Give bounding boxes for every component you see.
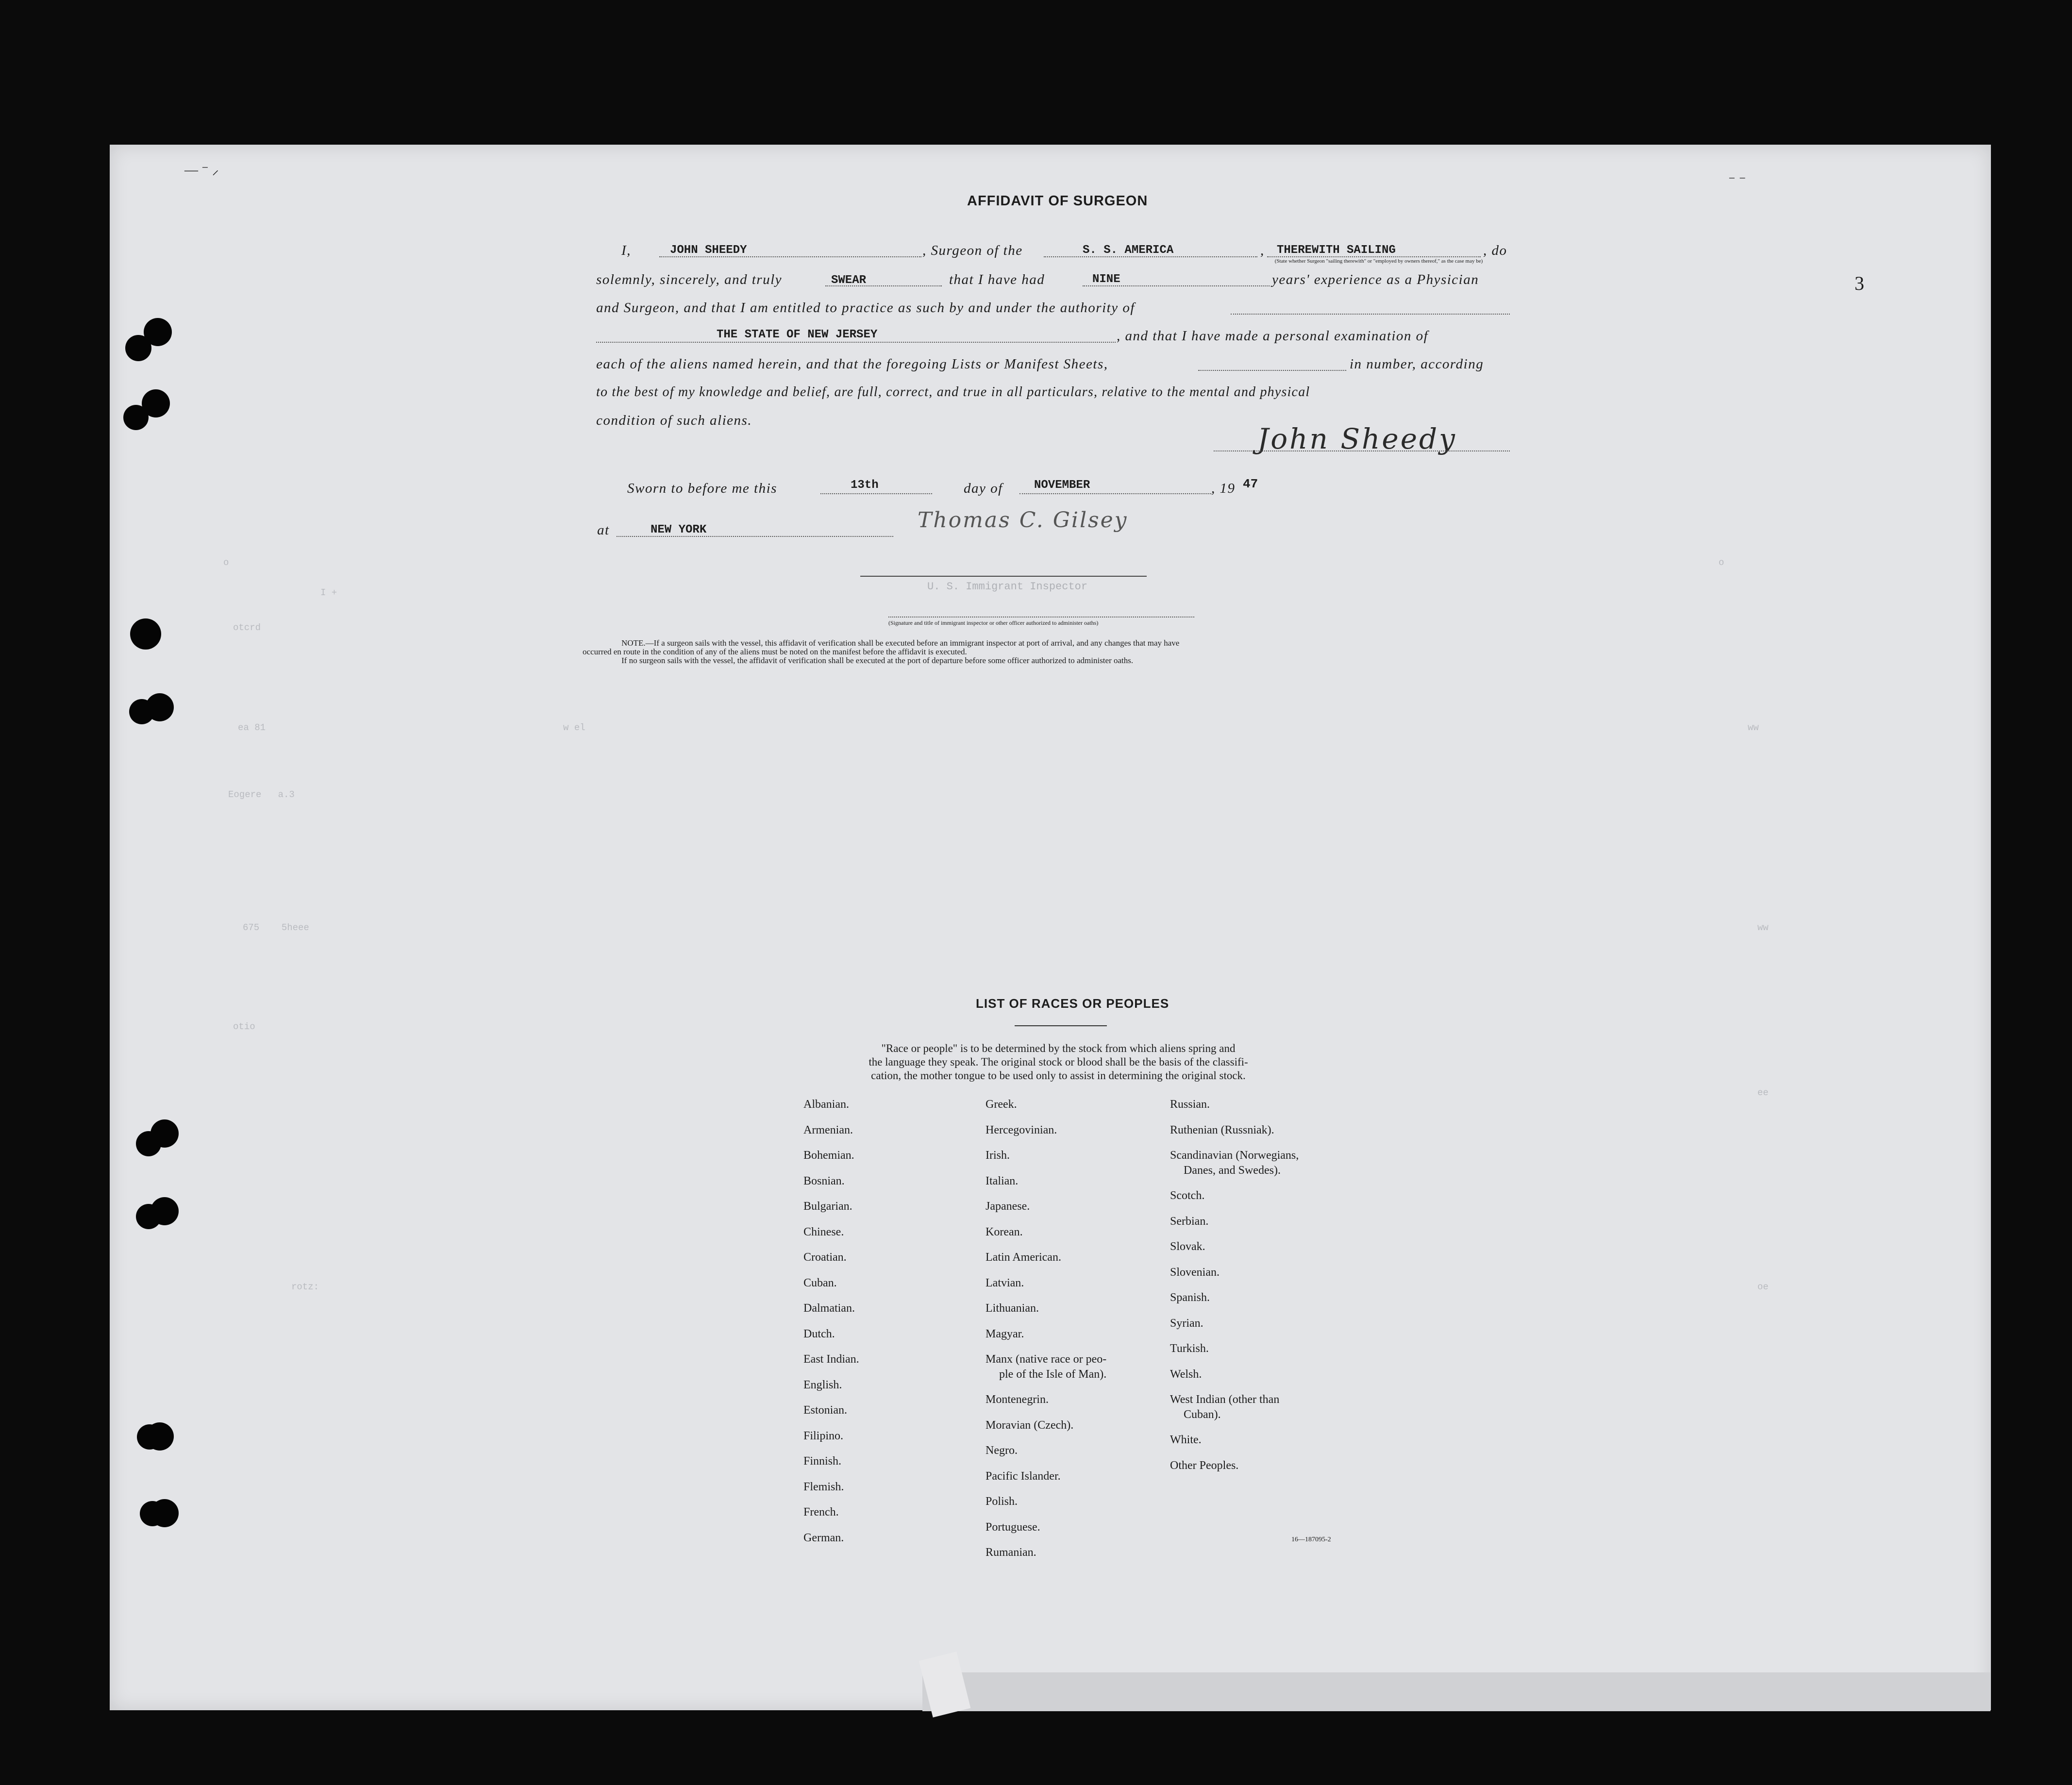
bleed-through: o bbox=[1719, 557, 1724, 568]
race-item: Negro. bbox=[986, 1444, 1018, 1457]
note-line3: If no surgeon sails with the vessel, the affidavit of verification shall be executed at the port of departure before some officer authorized to administer oaths. bbox=[621, 656, 1134, 665]
punch-hole bbox=[136, 1131, 161, 1156]
race-item: German. bbox=[803, 1531, 844, 1544]
line5-b: in number, according bbox=[1350, 356, 1484, 372]
line6: to the best of my knowledge and belief, are full, correct, and true in all particulars, relative to the mental and physical bbox=[596, 384, 1310, 400]
race-item: Scotch. bbox=[1170, 1189, 1205, 1202]
punch-hole bbox=[125, 335, 151, 361]
race-item: Finnish. bbox=[803, 1455, 842, 1468]
sailing-status: THEREWITH SAILING bbox=[1277, 244, 1396, 257]
races-intro-line2: the language they speak. The original stock or blood shall be the basis of the classifi- bbox=[869, 1056, 1248, 1068]
sworn-b: day of bbox=[964, 481, 1003, 496]
race-item: Serbian. bbox=[1170, 1215, 1209, 1228]
races-title: LIST OF RACES OR PEOPLES bbox=[976, 996, 1170, 1011]
race-item: Ruthenian (Russniak). bbox=[1170, 1123, 1274, 1136]
race-item: Danes, and Swedes). bbox=[1184, 1164, 1281, 1177]
corner-mark: — ⁻ ﻿⸝ bbox=[184, 163, 219, 178]
corner-mark: ⁻ ⁻ bbox=[1728, 173, 1746, 188]
line3: and Surgeon, and that I am entitled to practice as such by and under the authority of bbox=[596, 300, 1135, 316]
sworn-year: 47 bbox=[1243, 477, 1258, 491]
sworn-c: , 19 bbox=[1211, 481, 1236, 496]
race-item: English. bbox=[803, 1378, 842, 1391]
race-item: Scandinavian (Norwegians, bbox=[1170, 1149, 1299, 1162]
bleed-through: ww bbox=[1757, 922, 1769, 933]
line1-end: , do bbox=[1483, 243, 1507, 258]
sworn-a: Sworn to before me this bbox=[627, 481, 777, 496]
at-label: at bbox=[597, 522, 610, 538]
races-intro-line3: cation, the mother tongue to be used only to assist in determining the original stock. bbox=[871, 1069, 1246, 1082]
bleed-through: ww bbox=[1748, 722, 1759, 733]
inspector-title: U. S. Immigrant Inspector bbox=[927, 581, 1088, 593]
race-item: Slovak. bbox=[1170, 1240, 1205, 1253]
punch-hole bbox=[130, 618, 161, 650]
race-item: Estonian. bbox=[803, 1404, 847, 1417]
surgeon-name: JOHN SHEEDY bbox=[670, 244, 747, 257]
bleed-through: 675 5heee bbox=[243, 922, 309, 933]
bleed-through: ea 81 bbox=[238, 722, 266, 733]
punch-hole bbox=[137, 1424, 162, 1450]
race-item: Latin American. bbox=[986, 1251, 1061, 1264]
bleed-through: Eogere a.3 bbox=[228, 789, 295, 800]
race-item: Flemish. bbox=[803, 1480, 844, 1493]
race-item: Italian. bbox=[986, 1174, 1019, 1187]
comma: , bbox=[1260, 243, 1265, 258]
place: NEW YORK bbox=[651, 523, 707, 536]
line1-i: I, bbox=[621, 243, 631, 258]
authority: THE STATE OF NEW JERSEY bbox=[717, 328, 878, 341]
bleed-through: otio bbox=[233, 1021, 255, 1032]
inspector-signature: Thomas C. Gilsey bbox=[918, 508, 1128, 533]
race-item: French. bbox=[803, 1506, 839, 1518]
race-item: Russian. bbox=[1170, 1098, 1210, 1111]
race-item: Korean. bbox=[986, 1225, 1023, 1238]
bleed-through: ee bbox=[1757, 1087, 1769, 1098]
race-item: White. bbox=[1170, 1434, 1202, 1446]
line5-a: each of the aliens named herein, and that the foregoing Lists or Manifest Sheets, bbox=[596, 356, 1108, 372]
race-item: Chinese. bbox=[803, 1225, 844, 1238]
race-item: Irish. bbox=[986, 1149, 1010, 1162]
vessel-name: S. S. AMERICA bbox=[1083, 244, 1174, 257]
race-item: Pacific Islander. bbox=[986, 1469, 1061, 1483]
signature-caption: (Signature and title of immigrant inspector or other officer authorized to administer oaths) bbox=[888, 619, 1099, 626]
note-label: NOTE. bbox=[621, 638, 646, 648]
race-item: Hercegovinian. bbox=[986, 1123, 1057, 1136]
race-item: Bulgarian. bbox=[803, 1200, 852, 1213]
bleed-through: w el bbox=[563, 722, 585, 733]
race-item: Turkish. bbox=[1170, 1342, 1209, 1355]
race-item: Other Peoples. bbox=[1170, 1459, 1239, 1472]
punch-hole bbox=[129, 699, 154, 724]
sworn-day: 13th bbox=[851, 479, 879, 492]
note-line2: occurred en route in the condition of any of the aliens must be noted on the manifest before the affidavit is executed. bbox=[583, 647, 967, 656]
bleed-through: I + bbox=[320, 587, 337, 598]
surgeon-signature: John Sheedy bbox=[1257, 422, 1457, 455]
bleed-through: otcrd bbox=[233, 622, 261, 633]
race-item: Filipino. bbox=[803, 1429, 844, 1442]
race-item: Latvian. bbox=[986, 1276, 1024, 1289]
race-item: Polish. bbox=[986, 1495, 1018, 1508]
race-item: Montenegrin. bbox=[986, 1393, 1049, 1406]
line4-end: , and that I have made a personal examination of bbox=[1117, 328, 1429, 344]
affidavit-title: AFFIDAVIT OF SURGEON bbox=[967, 193, 1148, 209]
race-item: Albanian. bbox=[803, 1098, 849, 1111]
line1-mid: , Surgeon of the bbox=[922, 243, 1023, 258]
race-item: Armenian. bbox=[803, 1123, 853, 1136]
race-item: Cuban). bbox=[1184, 1408, 1221, 1421]
race-item: Bohemian. bbox=[803, 1149, 854, 1162]
punch-hole bbox=[140, 1501, 165, 1526]
race-item: Manx (native race or peo- bbox=[986, 1353, 1107, 1366]
bleed-through: rotz: bbox=[291, 1282, 319, 1292]
race-item: Slovenian. bbox=[1170, 1266, 1220, 1279]
sailing-note: (State whether Surgeon "sailing therewith" or "employed by owners thereof," as the case may be) bbox=[1274, 258, 1483, 264]
punch-hole bbox=[136, 1204, 161, 1229]
race-item: Moravian (Czech). bbox=[986, 1418, 1074, 1432]
sworn-month: NOVEMBER bbox=[1034, 479, 1090, 492]
punch-hole bbox=[123, 405, 149, 430]
races-intro-line1: "Race or people" is to be determined by the stock from which aliens spring and bbox=[881, 1042, 1236, 1054]
note bbox=[583, 639, 1515, 665]
race-item: Rumanian. bbox=[986, 1546, 1036, 1559]
race-item: Syrian. bbox=[1170, 1317, 1203, 1330]
race-item: ple of the Isle of Man). bbox=[999, 1368, 1107, 1381]
race-item: Croatian. bbox=[803, 1251, 847, 1264]
oath: SWEAR bbox=[831, 274, 867, 287]
sheet-edge bbox=[922, 1672, 1990, 1711]
years-experience: NINE bbox=[1092, 273, 1120, 286]
race-item: Dalmatian. bbox=[803, 1302, 855, 1315]
race-item: Magyar. bbox=[986, 1327, 1024, 1340]
race-item: Spanish. bbox=[1170, 1291, 1210, 1304]
line2-c: years' experience as a Physician bbox=[1272, 272, 1479, 287]
note-line1: —If a surgeon sails with the vessel, this affidavit of verification shall be executed before an immigrant inspector at port of arrival, and any changes that may have bbox=[645, 638, 1180, 648]
form-number: 16—187095-2 bbox=[1291, 1536, 1331, 1543]
race-item: Lithuanian. bbox=[986, 1302, 1039, 1315]
race-item: Portuguese. bbox=[986, 1520, 1040, 1534]
bleed-through: oe bbox=[1757, 1282, 1769, 1292]
race-item: Welsh. bbox=[1170, 1368, 1202, 1381]
bleed-through: o bbox=[223, 557, 229, 568]
race-item: Greek. bbox=[986, 1098, 1017, 1111]
races-intro bbox=[767, 1042, 1350, 1083]
race-item: Dutch. bbox=[803, 1327, 835, 1340]
page-number: 3 bbox=[1855, 272, 1864, 294]
race-item: Japanese. bbox=[986, 1200, 1030, 1213]
race-item: Cuban. bbox=[803, 1276, 837, 1289]
line2-b: that I have had bbox=[949, 272, 1045, 287]
line2-a: solemnly, sincerely, and truly bbox=[596, 272, 783, 287]
race-item: West Indian (other than bbox=[1170, 1393, 1280, 1406]
line7: condition of such aliens. bbox=[596, 413, 752, 428]
race-item: Bosnian. bbox=[803, 1174, 845, 1187]
race-item: East Indian. bbox=[803, 1353, 859, 1366]
